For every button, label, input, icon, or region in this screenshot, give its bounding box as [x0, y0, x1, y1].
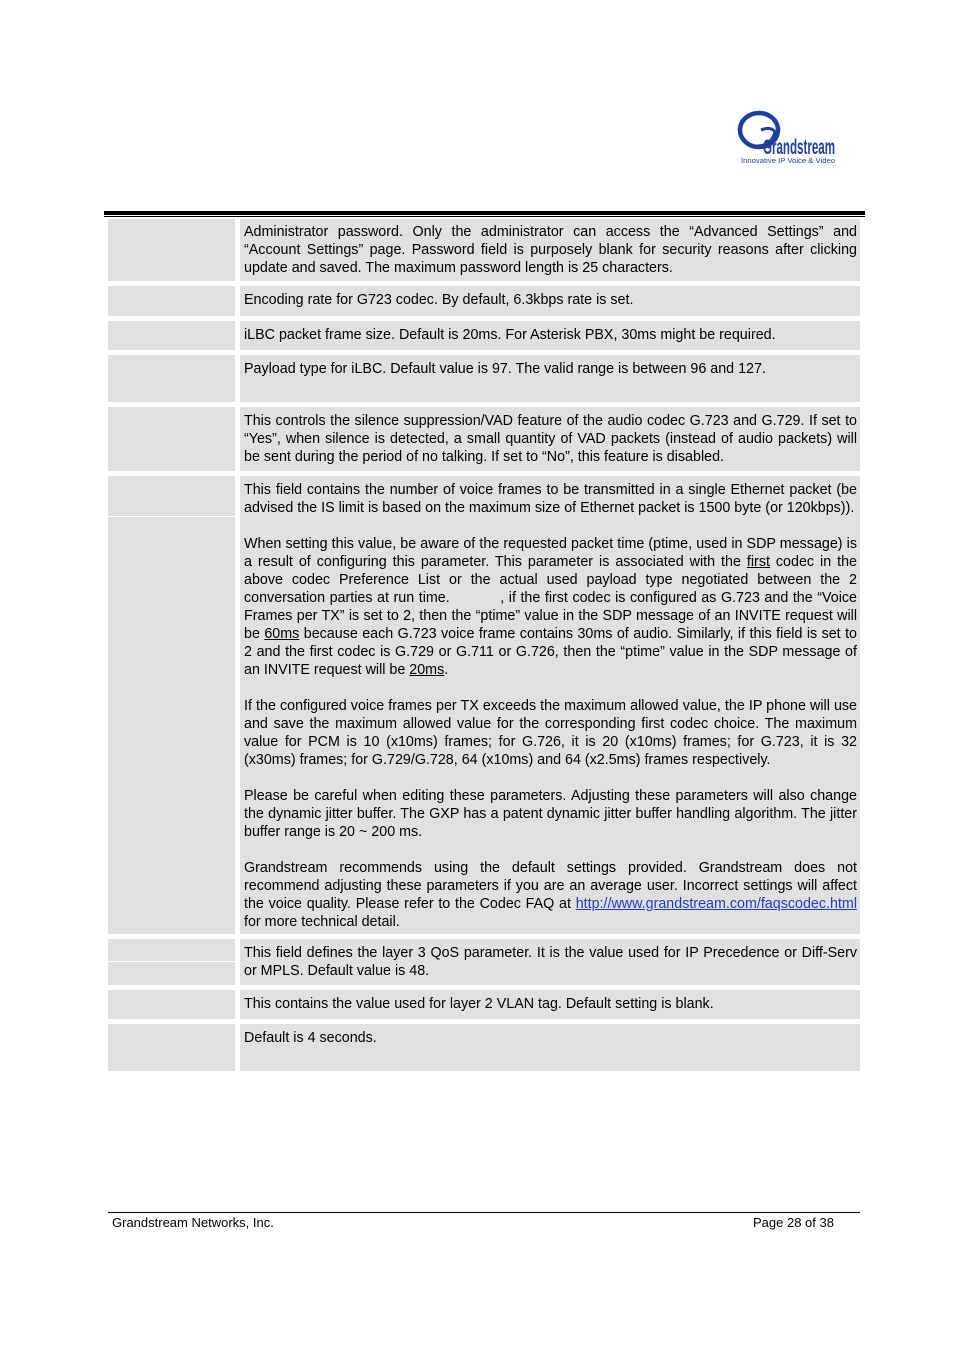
grandstream-logo: [737, 106, 841, 168]
header-rule-thick: [104, 211, 865, 215]
description-text: Default is 4 seconds.: [244, 1030, 377, 1046]
description-text: iLBC packet frame size. Default is 20ms. For Asterisk PBX, 30ms might be required.: [244, 327, 776, 343]
row-label-cell: [108, 1024, 235, 1071]
row-label-cell: [108, 939, 235, 985]
settings-table: [108, 219, 860, 1076]
description-text: This field contains the number of voice frames to be transmitted in a single Ethernet packet (be advised the IS limit is based on the maximum size of Ethernet packet is 1500 byte (or 120kbps)).: [244, 482, 857, 516]
table-row: [108, 939, 860, 985]
row-label-cell: [108, 286, 235, 316]
logo-tagline: Innovative IP Voice & Video: [741, 158, 836, 165]
description-text: Grandstream recommends using the default settings provided. Grandstream does not recommend adjusting these parameters if you are an average user. Incorrect settings will affect the voice quality. Please refer to the Codec FAQ at http://www.grandstream.com/faqscodec.html for more technical detail.: [244, 860, 857, 930]
footer-company: Grandstream Networks, Inc.: [112, 1215, 274, 1230]
footer-page-number: Page 28 of 38: [753, 1215, 834, 1230]
header-rule-thin: [104, 216, 865, 217]
description-text: This contains the value used for layer 2 VLAN tag. Default setting is blank.: [244, 996, 714, 1012]
row-description: [240, 1024, 860, 1071]
table-row: [108, 1024, 860, 1071]
row-label-cell: [108, 355, 235, 402]
label-cell-divider: [108, 516, 235, 517]
row-description: [240, 407, 860, 471]
row-description: [240, 990, 860, 1019]
row-label-cell: [108, 407, 235, 471]
description-text: This field defines the layer 3 QoS parameter. It is the value used for IP Precedence or Diff-Serv or MPLS. Default value is 48.: [244, 945, 857, 979]
table-row: [108, 219, 860, 281]
description-text: Encoding rate for G723 codec. By default, 6.3kbps rate is set.: [244, 292, 634, 308]
row-description: [240, 939, 860, 985]
row-description: [240, 321, 860, 350]
row-description: [240, 286, 860, 316]
row-label-cell: [108, 219, 235, 281]
row-description: [240, 219, 860, 281]
logo-wordmark: Grandstream: [763, 136, 835, 159]
codec-faq-link[interactable]: http://www.grandstream.com/faqscodec.html: [575, 896, 857, 912]
row-description: [240, 355, 860, 402]
label-cell-divider: [108, 961, 235, 962]
description-text: When setting this value, be aware of the requested packet time (ptime, used in SDP message) is a result of configuring this parameter. This parameter is associated with the first codec in the above codec Preference List or the actual used payload type negotiated between the 2 conversation parties at run time. , if the first codec is configured as G.723 and the “Voice Frames per TX” is set to 2, then the “ptime” value in the SDP message of an INVITE request will be 60ms because each G.723 voice frame contains 30ms of audio. Similarly, if this field is set to 2 and the first codec is G.729 or G.711 or G.726, then the “ptime” value in the SDP message of an INVITE request will be 20ms.: [244, 536, 858, 678]
table-row: [108, 321, 860, 350]
description-text: Administrator password. Only the administrator can access the “Advanced Settings” and “Account Settings” page. Password field is purposely blank for security reasons after clicking update and saved. The maximum password length is 25 characters.: [244, 224, 857, 276]
table-row: [108, 407, 860, 471]
description-text: If the configured voice frames per TX exceeds the maximum allowed value, the IP phone will use and save the maximum allowed value for the corresponding first codec choice. The maximum value for PCM is 10 (x10ms) frames; for G.726, it is 20 (x10ms) frames; for G.723, it is 32 (x30ms) frames; for G.729/G.728, 64 (x10ms) and 64 (x2.5ms) frames respectively.: [244, 698, 857, 768]
table-row: [108, 286, 860, 316]
table-row: [108, 990, 860, 1019]
table-row: [108, 355, 860, 402]
description-text: Payload type for iLBC. Default value is 97. The valid range is between 96 and 127.: [244, 361, 766, 377]
row-description: [240, 476, 860, 934]
description-text: This controls the silence suppression/VAD feature of the audio codec G.723 and G.729. If set to “Yes”, when silence is detected, a small quantity of VAD packets (instead of audio packets) will be sent during the period of no talking. If set to “No”, this feature is disabled.: [244, 413, 857, 465]
footer-rule: [108, 1212, 860, 1213]
description-text: Please be careful when editing these parameters. Adjusting these parameters will also change the dynamic jitter buffer. The GXP has a patent dynamic jitter buffer handling algorithm. The jitter buffer range is 20 ~ 200 ms.: [244, 788, 857, 840]
row-label-cell: [108, 990, 235, 1019]
table-row: [108, 476, 860, 934]
row-label-cell: [108, 476, 235, 934]
row-label-cell: [108, 321, 235, 350]
